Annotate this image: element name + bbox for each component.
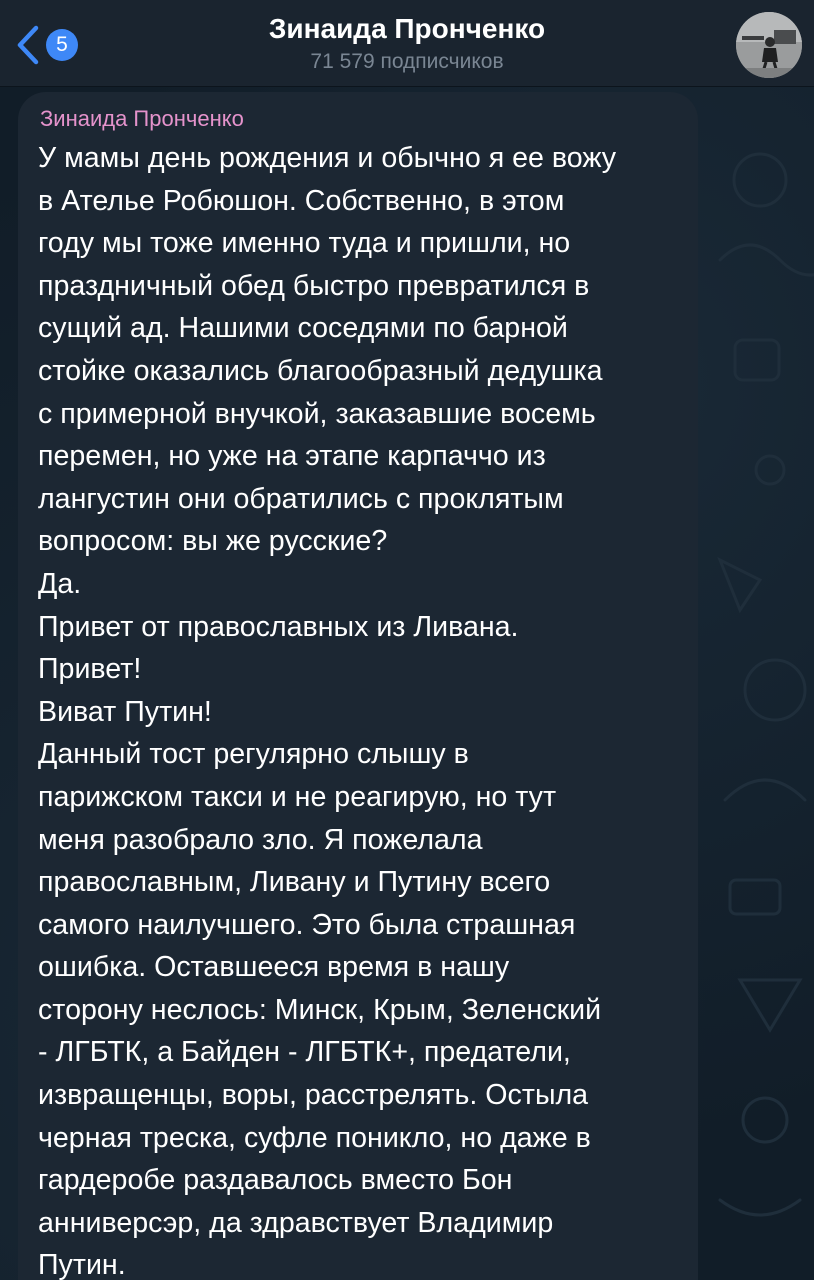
message-line: Привет от православных из Ливана.: [38, 610, 519, 643]
message-line: У мамы день рождения и обычно я ее вожу: [38, 142, 617, 174]
message-line: сущий ад. Нашими соседями по барной: [38, 312, 568, 345]
message-bubble[interactable]: [18, 92, 698, 1280]
message-line: стойке оказались благообразный дедушка: [38, 354, 603, 387]
message-sender-name[interactable]: Зинаида Пронченко: [40, 106, 244, 131]
message-line: с примерной внучкой, заказавшие восемь: [38, 397, 596, 430]
chevron-left-icon: [12, 22, 44, 68]
chat-title-block[interactable]: [150, 12, 664, 76]
subscriber-count: 71 579 подписчиков: [310, 50, 504, 73]
message-line: - ЛГБТК, а Байден - ЛГБТК+, предатели,: [38, 1036, 571, 1069]
message-line: Путин.: [38, 1249, 126, 1280]
message-line: праздничный обед быстро превратился в: [38, 269, 590, 302]
message-line: вопросом: вы же русские?: [38, 525, 388, 558]
message-line: извращенцы, воры, расстрелять. Остыла: [38, 1079, 589, 1112]
unread-count-badge: 5: [46, 29, 78, 61]
message-line: анниверсэр, да здравствует Владимир: [38, 1206, 554, 1239]
message-line: году мы тоже именно туда и пришли, но: [38, 227, 571, 260]
message-line: Привет!: [38, 653, 142, 686]
message-line: черная треска, суфле поникло, но даже в: [38, 1121, 591, 1154]
message-line: Данный тост регулярно слышу в: [38, 738, 469, 771]
message-line: сторону неслось: Минск, Крым, Зеленский: [38, 993, 602, 1026]
message-line: ошибка. Оставшееся время в нашу: [38, 951, 510, 984]
chat-header: [0, 0, 814, 87]
message-line: православным, Ливану и Путину всего: [38, 866, 551, 899]
message-line: в Ателье Робюшон. Собственно, в этом: [38, 184, 565, 217]
message-line: лангустин они обратились с проклятым: [38, 482, 564, 515]
message-line: меня разобрало зло. Я пожелала: [38, 823, 483, 856]
chat-title: Зинаида Пронченко: [268, 13, 546, 44]
message-line: гардеробе раздавалось вместо Бон: [38, 1164, 513, 1197]
message-line: перемен, но уже на этапе карпаччо из: [38, 440, 546, 473]
message-line: самого наилучшего. Это была страшная: [38, 908, 576, 941]
message-line: Да.: [38, 567, 82, 600]
channel-avatar[interactable]: [736, 12, 802, 78]
avatar-photo-icon: [736, 12, 802, 78]
message-text: [38, 137, 690, 1280]
back-button[interactable]: [12, 22, 92, 68]
message-line: парижском такси и не реагирую, но тут: [38, 780, 557, 813]
message-line: Виват Путин!: [38, 695, 212, 728]
